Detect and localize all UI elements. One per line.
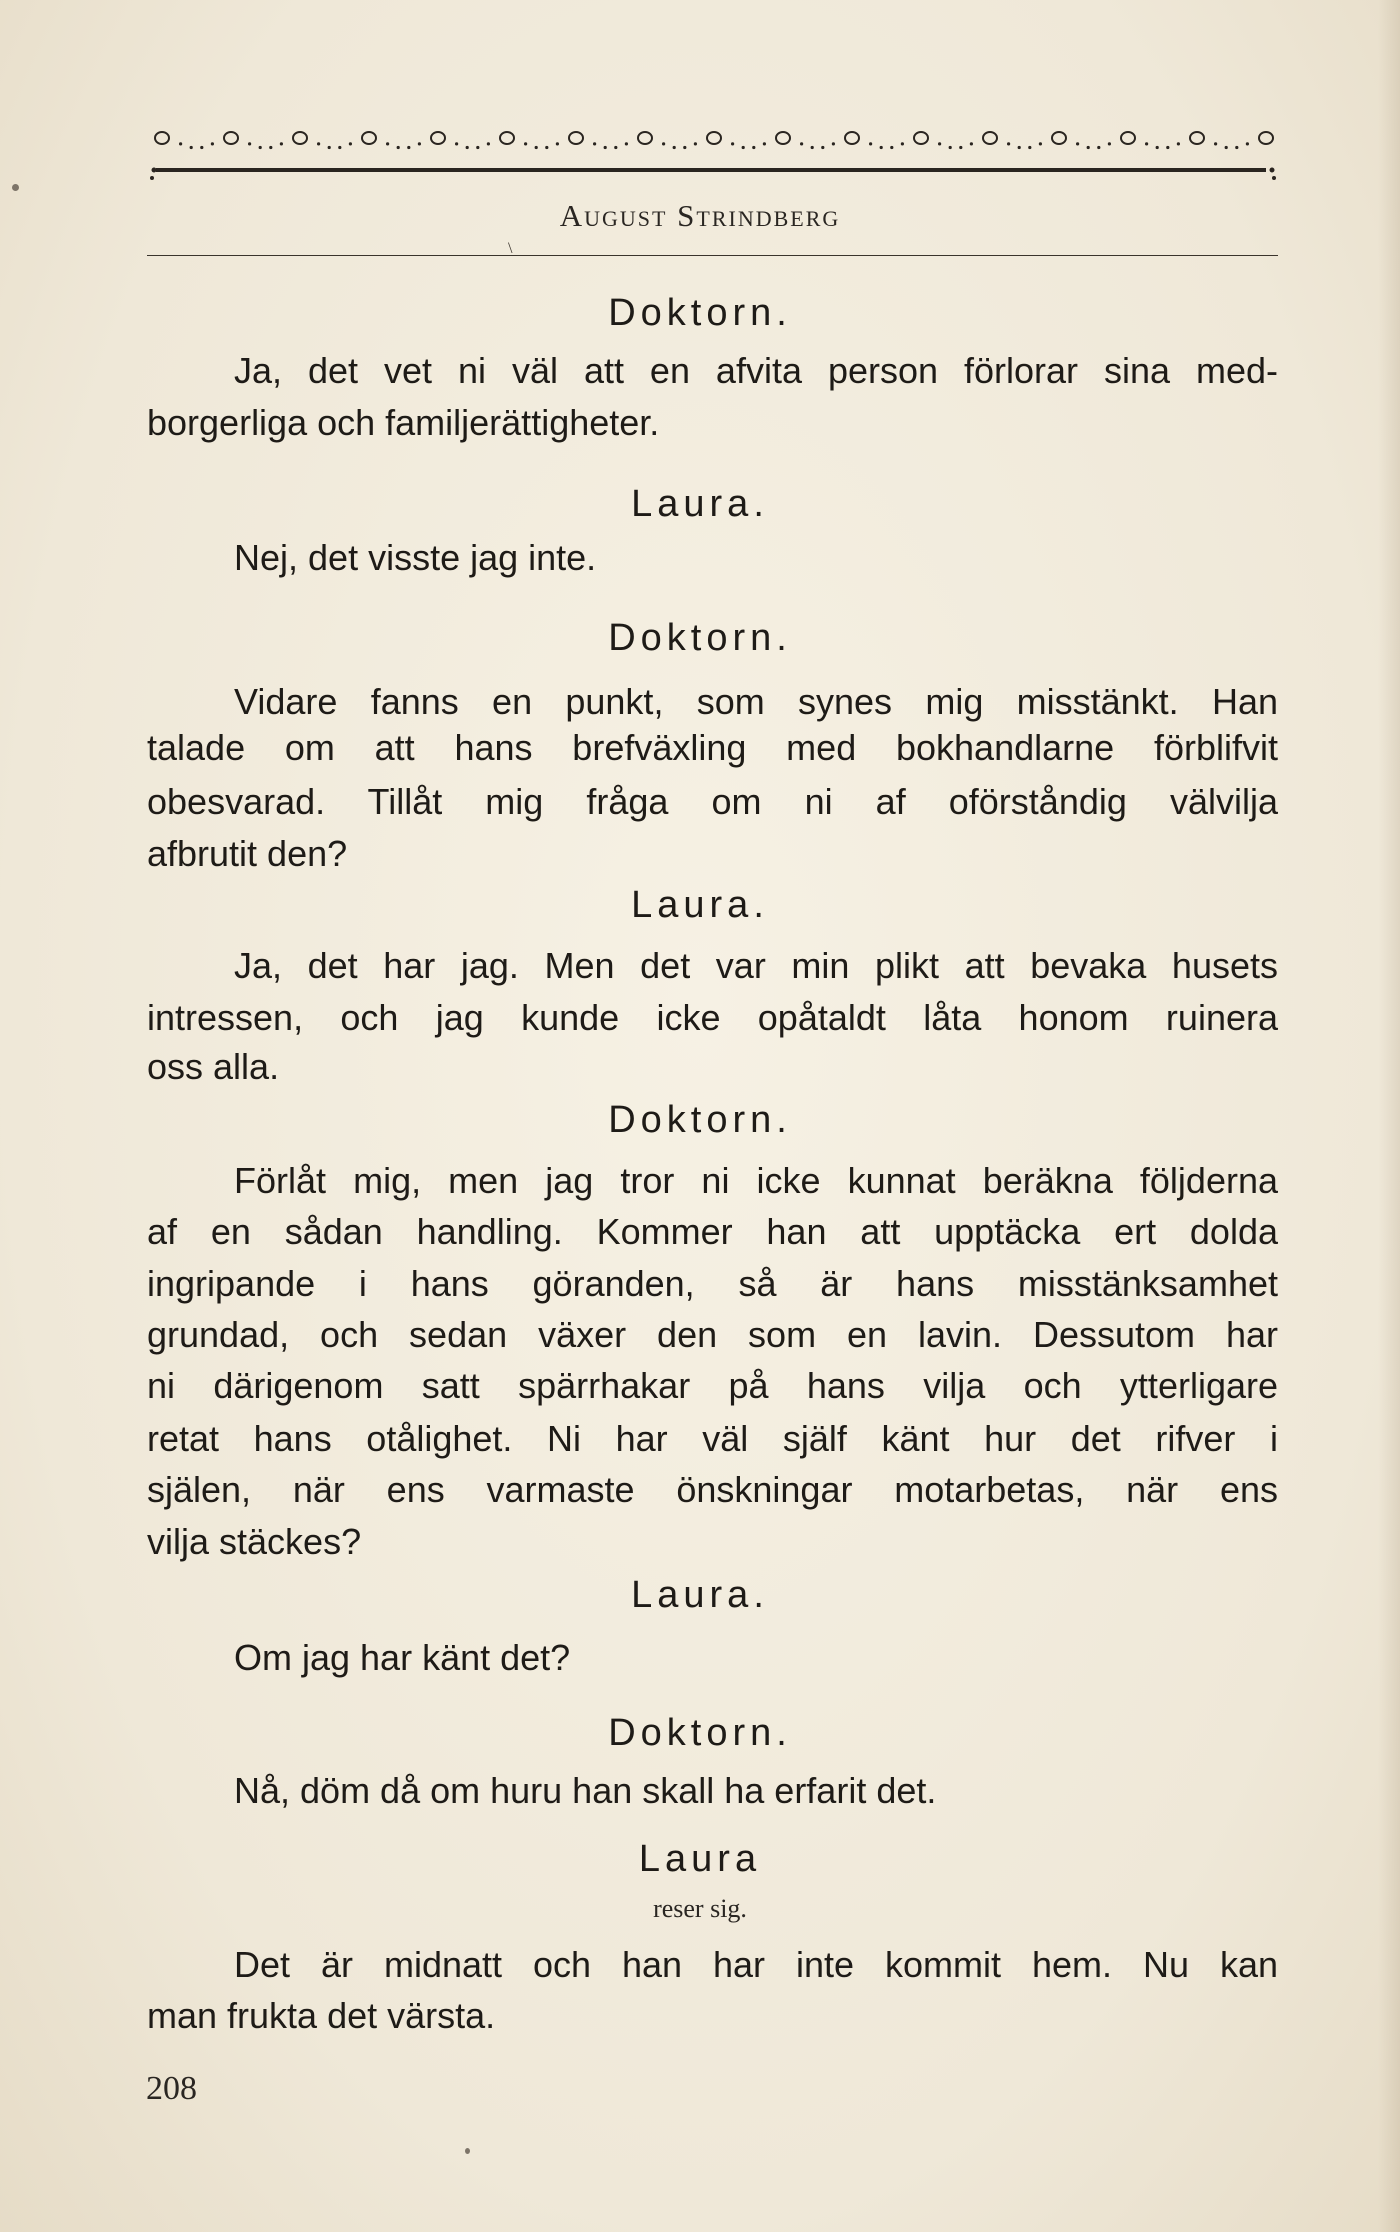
chain-dot: [901, 142, 904, 145]
speaker-name: Laura.: [631, 884, 769, 926]
chain-dot: [694, 142, 697, 145]
chain-dot: [938, 142, 941, 145]
speaker-name: Doktorn.: [608, 1712, 792, 1754]
chain-dot: [1018, 146, 1021, 149]
chain-ring: [224, 132, 238, 144]
chain-dot: [190, 146, 193, 149]
dialogue-line: Om jag har känt det?: [234, 1637, 571, 1678]
chain-dot: [280, 142, 283, 145]
dialogue-line: obesvarad. Tillåt mig fråga om ni af oförståndig välvilja: [147, 781, 1278, 822]
chain-dot: [248, 142, 251, 145]
dialogue-line: borgerliga och familjerättigheter.: [147, 402, 660, 443]
speaker-name: Doktorn.: [608, 617, 792, 659]
chain-ring: [983, 132, 997, 144]
chain-dot: [752, 146, 755, 149]
chain-ring: [1052, 132, 1066, 144]
dialogue-line: retat hans otålighet. Ni har väl själf känt hur det rifver i: [147, 1418, 1278, 1459]
dialogue-line: intressen, och jag kunde icke opåtaldt låta honom ruinera: [147, 997, 1278, 1038]
chain-dot: [487, 142, 490, 145]
dialogue-line: Ja, det har jag. Men det var min plikt att bevaka husets: [234, 945, 1278, 986]
dialogue-line: ni därigenom satt spärrhakar på hans vilja och ytterligare: [147, 1365, 1278, 1406]
chain-dot: [1108, 142, 1111, 145]
dialogue-line: vilja stäckes?: [147, 1521, 362, 1562]
chain-dot: [604, 146, 607, 149]
chain-dot: [545, 146, 548, 149]
chain-dot: [328, 146, 331, 149]
chain-dot: [821, 146, 824, 149]
chain-dot: [959, 146, 962, 149]
chain-dot: [556, 142, 559, 145]
chain-ring: [776, 132, 790, 144]
dialogue-line: ingripande i hans göranden, så är hans misstänksamhet: [147, 1263, 1278, 1304]
chain-dot: [524, 142, 527, 145]
chain-dot: [476, 146, 479, 149]
dialogue-line: afbrutit den?: [147, 833, 348, 874]
chain-dot: [890, 146, 893, 149]
speaker-name: Laura.: [631, 483, 769, 525]
chain-ring: [1259, 132, 1273, 144]
chain-ring: [638, 132, 652, 144]
speaker-name: Laura.: [631, 1574, 769, 1616]
chain-dot: [397, 146, 400, 149]
chain-dot: [1246, 142, 1249, 145]
chain-dot: [418, 142, 421, 145]
chain-dot: [593, 142, 596, 145]
chain-ring: [845, 132, 859, 144]
chain-dot: [811, 146, 814, 149]
chain-dot: [625, 142, 628, 145]
chain-dot: [662, 142, 665, 145]
dialogue-line: oss alla.: [147, 1046, 280, 1087]
paper-speck: [465, 2148, 470, 2154]
chain-dot: [200, 146, 203, 149]
dialogue-line: af en sådan handling. Kommer han att upptäcka ert dolda: [147, 1211, 1278, 1252]
chain-dot: [535, 146, 538, 149]
chain-dot: [949, 146, 952, 149]
chain-ring: [500, 132, 514, 144]
chain-ring: [431, 132, 445, 144]
chain-dot: [683, 146, 686, 149]
dialogue-line: själen, när ens varmaste önskningar motarbetas, när ens: [147, 1469, 1278, 1510]
dialogue-line: Nej, det visste jag inte.: [234, 537, 597, 578]
chain-dot: [1076, 142, 1079, 145]
speaker-name: Doktorn.: [608, 1099, 792, 1141]
dialogue-line: Nå, döm då om huru han skall ha erfarit det.: [234, 1770, 937, 1811]
chain-dot: [742, 146, 745, 149]
chain-dot: [386, 142, 389, 145]
chain-dot: [614, 146, 617, 149]
speaker-name: Doktorn.: [608, 292, 792, 334]
chain-dot: [1214, 142, 1217, 145]
speaker-name: Laura: [638, 1838, 762, 1880]
chain-dot: [338, 146, 341, 149]
chain-ring: [914, 132, 928, 144]
chain-dot: [869, 142, 872, 145]
chain-ring: [1121, 132, 1135, 144]
chain-dot: [269, 146, 272, 149]
chain-dot: [466, 146, 469, 149]
stage-direction: reser sig.: [653, 1894, 747, 1923]
chain-dot: [800, 142, 803, 145]
chain-dot: [317, 142, 320, 145]
page-number: 208: [146, 2070, 197, 2107]
paper-speck: [12, 184, 19, 191]
rule-tick-mark: \: [508, 240, 513, 257]
chain-dot: [1156, 146, 1159, 149]
chain-dot: [880, 146, 883, 149]
chain-ring: [293, 132, 307, 144]
dialogue-line: Ja, det vet ni väl att en afvita person förlorar sina med-: [234, 350, 1278, 391]
chain-dot: [407, 146, 410, 149]
decorative-chain-border: [150, 118, 1278, 180]
chain-dot: [211, 142, 214, 145]
chain-dot: [349, 142, 352, 145]
header-rule: [147, 255, 1278, 256]
dialogue-line: man frukta det värsta.: [147, 1995, 496, 2036]
chain-dot: [1235, 146, 1238, 149]
dialogue-line: talade om att hans brefväxling med bokhandlarne förblifvit: [147, 727, 1278, 768]
running-head: August Strindberg: [559, 198, 841, 233]
chain-dot: [1007, 142, 1010, 145]
chain-dot: [832, 142, 835, 145]
chain-ring: [569, 132, 583, 144]
chain-dot: [1225, 146, 1228, 149]
chain-ring: [155, 132, 169, 144]
dialogue-line: grundad, och sedan växer den som en lavin. Dessutom har: [147, 1314, 1278, 1355]
chain-dot: [1145, 142, 1148, 145]
chain-dot: [1097, 146, 1100, 149]
chain-ring: [707, 132, 721, 144]
chain-dot: [1028, 146, 1031, 149]
dialogue-line: Det är midnatt och han har inte kommit hem. Nu kan: [234, 1944, 1278, 1985]
chain-dot: [259, 146, 262, 149]
chain-dot: [763, 142, 766, 145]
chain-dot: [179, 142, 182, 145]
chain-dot: [1039, 142, 1042, 145]
dialogue-line: Förlåt mig, men jag tror ni icke kunnat beräkna följderna: [234, 1160, 1278, 1201]
chain-dot: [970, 142, 973, 145]
chain-ring: [1190, 132, 1204, 144]
dialogue-line: Vidare fanns en punkt, som synes mig misstänkt. Han: [234, 681, 1278, 722]
chain-dot: [455, 142, 458, 145]
chain-ring: [362, 132, 376, 144]
chain-dot: [673, 146, 676, 149]
chain-dot: [1177, 142, 1180, 145]
chain-dot: [731, 142, 734, 145]
chain-dot: [1087, 146, 1090, 149]
chain-dot: [1166, 146, 1169, 149]
